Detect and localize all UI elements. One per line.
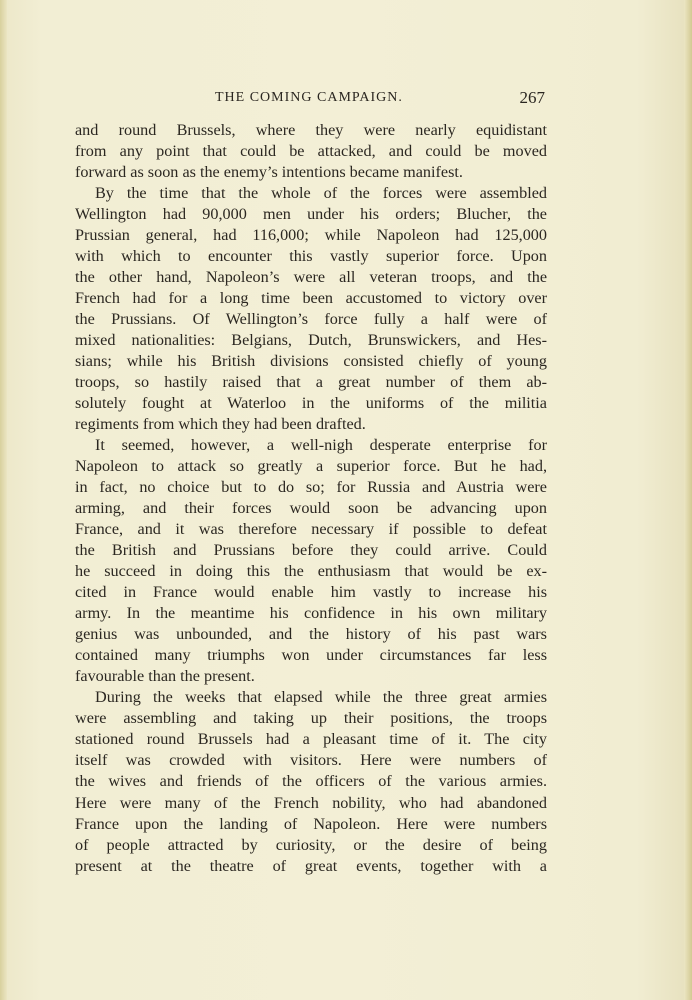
text-line: Here were many of the French nobility, who had abandoned [75, 793, 547, 812]
text-line: army. In the meantime his confidence in his own military [75, 604, 547, 623]
text-line: During the weeks that elapsed while the three great armies [95, 688, 547, 707]
text-line: Prussian general, had 116,000; while Napoleon had 125,000 [75, 226, 547, 245]
text-line: with which to encounter this vastly superior force. Upon [75, 247, 547, 266]
text-line: French had for a long time been accustomed to victory over [75, 289, 547, 308]
text-line: he succeed in doing this the enthusiasm that would be ex- [75, 562, 547, 581]
page-number: 267 [519, 88, 545, 107]
text-line: in fact, no choice but to do so; for Russia and Austria were [75, 478, 547, 497]
text-line: the Prussians. Of Wellington’s force fully a half were of [75, 310, 547, 329]
text-line: It seemed, however, a well-nigh desperate enterprise for [95, 436, 547, 455]
text-line: sians; while his British divisions consisted chiefly of young [75, 352, 547, 371]
text-line: Wellington had 90,000 men under his orders; Blucher, the [75, 205, 547, 224]
text-line: Napoleon to attack so greatly a superior force. But he had, [75, 457, 547, 476]
text-line: contained many triumphs won under circumstances far less [75, 646, 547, 665]
text-line: By the time that the whole of the forces were assembled [95, 184, 547, 203]
text-line: the other hand, Napoleon’s were all veteran troops, and the [75, 268, 547, 287]
body-text [75, 120, 547, 877]
text-line: from any point that could be attacked, and could be moved [75, 142, 547, 161]
text-line: of people attracted by curiosity, or the desire of being [75, 835, 547, 854]
text-line: cited in France would enable him vastly to increase his [75, 583, 547, 602]
text-line: stationed round Brussels had a pleasant time of it. The city [75, 730, 547, 749]
text-line: genius was unbounded, and the history of his past wars [75, 625, 547, 644]
text-line: forward as soon as the enemy’s intentions became manifest. [75, 163, 463, 182]
text-line: arming, and their forces would soon be advancing upon [75, 499, 547, 518]
text-line: France, and it was therefore necessary if possible to defeat [75, 520, 547, 539]
text-line: were assembling and taking up their positions, the troops [75, 709, 547, 728]
text-line: present at the theatre of great events, together with a [75, 856, 547, 875]
text-line: itself was crowded with visitors. Here were numbers of [75, 751, 547, 770]
page-left-edge [0, 0, 7, 1000]
page-header [75, 88, 545, 110]
text-line: favourable than the present. [75, 667, 255, 686]
running-head: THE COMING CAMPAIGN. [215, 90, 403, 105]
text-line: France upon the landing of Napoleon. Here were numbers [75, 814, 547, 833]
text-line: troops, so hastily raised that a great number of them ab- [75, 373, 547, 392]
text-line: regiments from which they had been drafted. [75, 415, 366, 434]
page-right-edge [684, 0, 692, 1000]
text-line: solutely fought at Waterloo in the uniforms of the militia [75, 394, 547, 413]
text-line: mixed nationalities: Belgians, Dutch, Brunswickers, and Hes- [75, 331, 547, 350]
text-line: and round Brussels, where they were nearly equidistant [75, 121, 547, 139]
text-line: the wives and friends of the officers of the various armies. [75, 772, 547, 791]
text-line: the British and Prussians before they could arrive. Could [75, 541, 547, 560]
